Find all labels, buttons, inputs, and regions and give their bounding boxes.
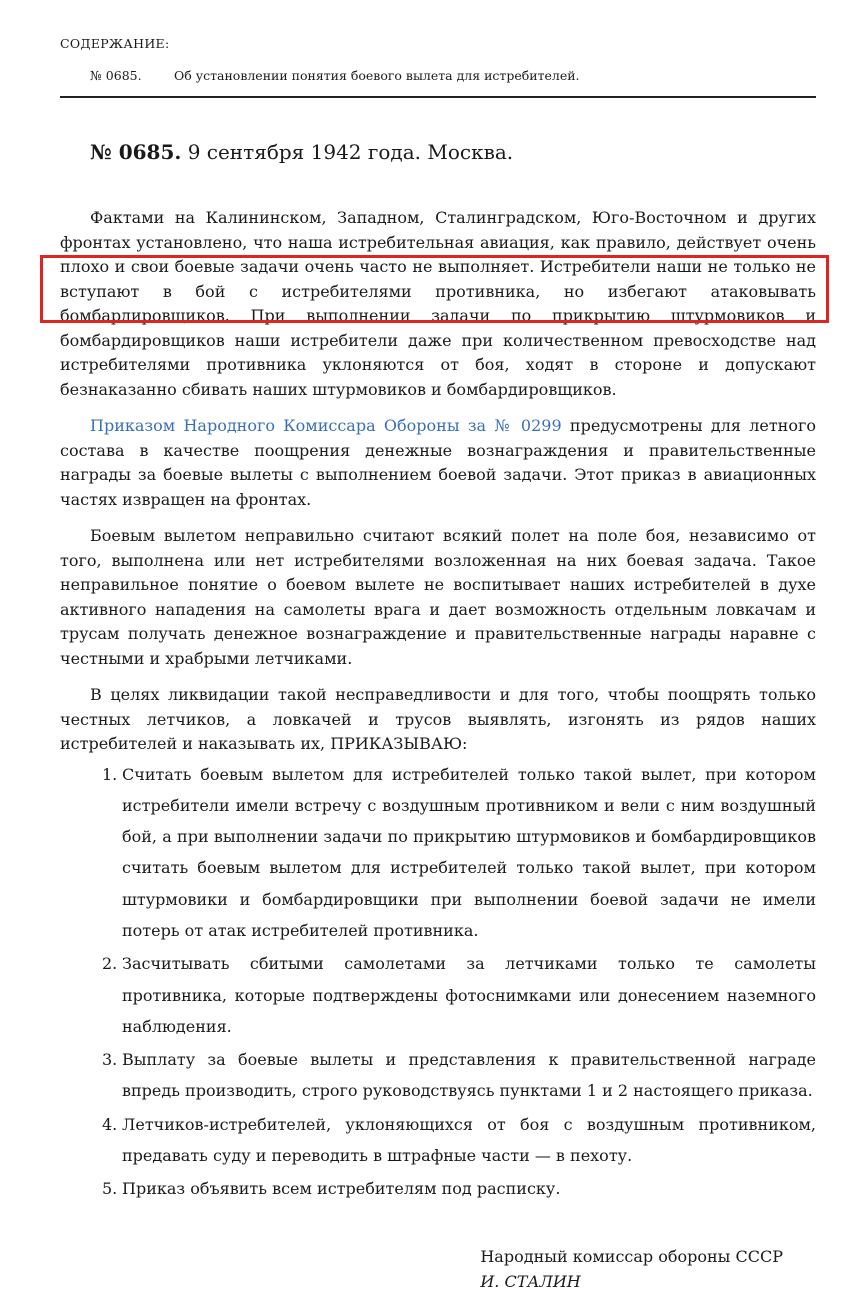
order-item-number: 5. xyxy=(102,1179,118,1199)
order-item xyxy=(102,1044,816,1107)
document-number: № 0685. xyxy=(90,140,182,164)
order-item-text: Считать боевым вылетом для истребителей только такой вылет, при котором истребители имели встречу с воздушным противником и вели с ним воздушный бой, а при выполнении задачи по прикрытию штурмовиков и бомбардировщиков считать боевым вылетом для истребителей только такой вылет, при котором штурмовики и бомбардировщики при выполнении боевой задачи не имели потерь от атак истребителей противника. xyxy=(122,764,816,940)
order-item-number: 1. xyxy=(102,764,118,784)
order-0299-link[interactable]: Приказом Народного Комиссара Обороны за № 0299 xyxy=(90,416,562,435)
order-item xyxy=(102,1173,816,1204)
orders-list xyxy=(60,759,816,1205)
paragraph-order-0299 xyxy=(60,414,816,512)
highlight-annotation-box xyxy=(40,255,829,323)
order-item-text: Засчитывать сбитыми самолетами за летчиками только те самолеты противника, которые подтверждены фотоснимками или донесением наземного наблюдения. xyxy=(122,954,816,1036)
order-item xyxy=(102,759,816,947)
order-item xyxy=(102,1109,816,1172)
signature-title: Народный комиссар обороны СССР xyxy=(480,1247,783,1266)
paragraph-order-0299-text: предусмотрены для летного состава в качестве поощрения денежные вознаграждения и правительственные награды за боевые вылеты с выполнением боевой задачи. Этот приказ в авиационных частях извращен на фронтах. xyxy=(60,416,816,509)
order-item-number: 2. xyxy=(102,954,118,974)
order-item-number: 3. xyxy=(102,1050,118,1070)
document-title xyxy=(90,140,513,164)
signature-name: И. СТАЛИН xyxy=(480,1272,581,1291)
toc-entry-number: № 0685. xyxy=(90,68,142,83)
toc-entry[interactable] xyxy=(90,68,580,83)
document-date-place: 9 сентября 1942 года. Москва. xyxy=(187,140,514,164)
paragraph-order-intro: В целях ликвидации такой несправедливости и для того, чтобы поощрять только честных летчиков, а ловкачей и трусов выявлять, изгонять из рядов наших истребителей и наказывать их, ПРИКАЗЫВАЮ: xyxy=(60,685,816,753)
order-item-text: Выплату за боевые вылеты и представления к правительственной награде впредь производить, строго руководствуясь пунктами 1 и 2 настоящего приказа. xyxy=(122,1050,816,1101)
order-item-text: Приказ объявить всем истребителям под расписку. xyxy=(122,1179,561,1199)
paragraph-wrong-definition: Боевым вылетом неправильно считают всякий полет на поле боя, независимо от того, выполнена или нет истребителями возложенная на них боевая задача. Такое неправильное понятие о боевом вылете не воспитывает наших истребителей в духе активного нападения на самолеты врага и дает возможность отдельным ловкачам и трусам получать денежное вознаграждение и правительственные награды наравне с честными и храбрыми летчиками. xyxy=(60,526,816,668)
order-item xyxy=(102,948,816,1042)
document-body xyxy=(60,206,816,1207)
signature-block xyxy=(480,1244,783,1294)
toc-label: СОДЕРЖАНИЕ: xyxy=(60,36,170,51)
toc-entry-title: Об установлении понятия боевого вылета для истребителей. xyxy=(174,68,580,83)
divider xyxy=(60,96,816,98)
order-item-text: Летчиков-истребителей, уклоняющихся от боя с воздушным противником, предавать суду и переводить в штрафные части — в пехоту. xyxy=(122,1114,816,1166)
order-item-number: 4. xyxy=(102,1114,118,1134)
paragraph-facts: Фактами на Калининском, Западном, Сталинградском, Юго-Восточном и других фронтах установлено, что наша истребительная авиация, как правило, действует очень плохо и свои боевые задачи очень часто не выполняет. Истребители наши не только не вступают в бой с истребителями противника, но избегают атаковывать бомбардировщиков. При выполнении задачи по прикрытию штурмовиков и бомбардировщиков наши истребители даже при количественном превосходстве над истребителями противника уклоняются от боя, ходят в стороне и допускают безнаказанно сбивать наших штурмовиков и бомбардировщиков. xyxy=(60,208,816,399)
